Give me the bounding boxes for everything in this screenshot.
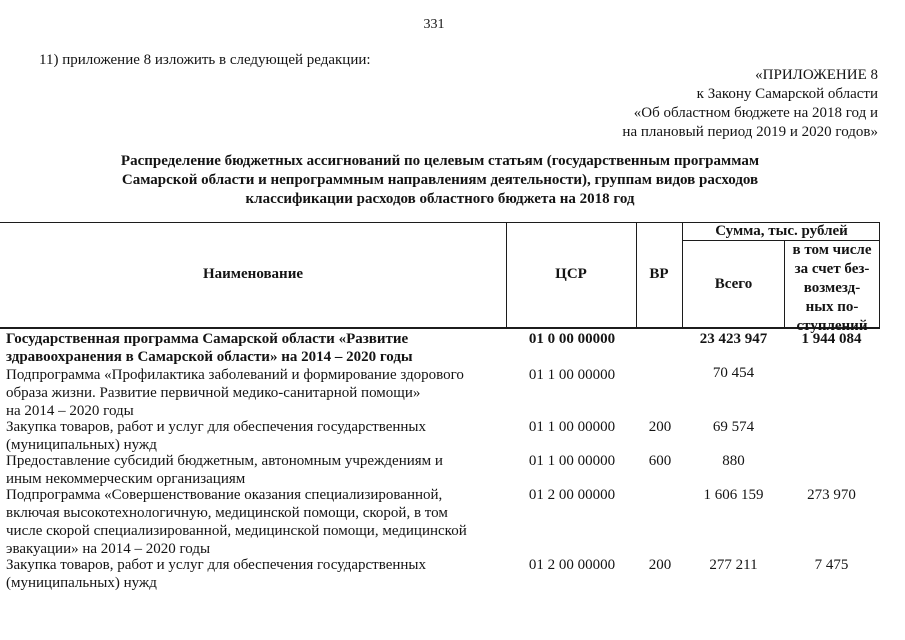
table-row-name bbox=[6, 366, 506, 420]
row-bez: 1 944 084 bbox=[801, 331, 862, 347]
row-name-line: Государственная программа Самарской области «Развитие bbox=[6, 331, 409, 347]
row-csr: 01 1 00 00000 bbox=[528, 453, 616, 469]
row-name-line: иным некоммерческим организациям bbox=[6, 471, 246, 487]
row-name-line: Закупка товаров, работ и услуг для обеспечения государственных bbox=[6, 419, 427, 435]
row-vr: 200 bbox=[648, 557, 672, 573]
row-name-line: Подпрограмма «Профилактика заболеваний и формирование здорового bbox=[6, 367, 464, 383]
table-row-name bbox=[6, 452, 506, 488]
row-name-line: Закупка товаров, работ и услуг для обеспечения государственных bbox=[6, 557, 427, 573]
row-bez: 273 970 bbox=[807, 487, 856, 503]
row-csr: 01 2 00 00000 bbox=[528, 557, 616, 573]
appendix-heading bbox=[580, 66, 878, 142]
title-line: Распределение бюджетных ассигнований по целевым статьям (государственным программам bbox=[120, 153, 760, 169]
row-vr: 600 bbox=[648, 453, 672, 469]
row-name-line: включая высокотехнологичную, медицинской помощи, скорой, в том bbox=[6, 505, 448, 521]
table-row-name bbox=[6, 556, 506, 592]
header-bez-line: возмезд- bbox=[803, 280, 861, 296]
appendix-line: «Об областном бюджете на 2018 год и bbox=[633, 105, 878, 121]
table-row-name bbox=[6, 486, 506, 558]
row-name-line: Предоставление субсидий бюджетным, автономным учреждениям и bbox=[6, 453, 443, 469]
row-name-line: Подпрограмма «Совершенствование оказания специализированной, bbox=[6, 487, 443, 503]
row-name-line: образа жизни. Развитие первичной медико-санитарной помощи» bbox=[6, 385, 421, 401]
row-bez: 7 475 bbox=[814, 557, 849, 573]
header-bez-line: за счет без- bbox=[794, 261, 870, 277]
header-vr: ВР bbox=[649, 266, 669, 282]
header-sum: Сумма, тыс. рублей bbox=[715, 223, 848, 239]
intro-text: 11) приложение 8 изложить в следующей редакции: bbox=[39, 52, 371, 68]
table-row-name bbox=[6, 330, 506, 366]
header-name: Наименование bbox=[203, 266, 303, 282]
appendix-line: к Закону Самарской области bbox=[696, 86, 878, 102]
appendix-line: «ПРИЛОЖЕНИЕ 8 bbox=[755, 67, 878, 83]
row-vr: 200 bbox=[648, 419, 672, 435]
header-bez-line: ступлений bbox=[796, 318, 868, 334]
row-csr: 01 1 00 00000 bbox=[528, 419, 616, 435]
row-total: 23 423 947 bbox=[699, 331, 768, 347]
header-bez-line: в том числе bbox=[792, 242, 872, 258]
header-csr: ЦСР bbox=[555, 266, 587, 282]
row-name-line: на 2014 – 2020 годы bbox=[6, 403, 134, 419]
row-name-line: здравоохранения в Самарской области» на 2014 – 2020 годы bbox=[6, 349, 413, 365]
row-name-line: (муниципальных) нужд bbox=[6, 437, 157, 453]
row-name-line: эвакуации» на 2014 – 2020 годы bbox=[6, 541, 211, 557]
row-total: 277 211 bbox=[709, 557, 758, 573]
table-row-name bbox=[6, 418, 506, 454]
table-header-bottom-border bbox=[0, 327, 880, 329]
row-csr: 01 2 00 00000 bbox=[528, 487, 616, 503]
title-line: Самарской области и непрограммным направлениям деятельности), группам видов расходов bbox=[121, 172, 759, 188]
row-csr: 01 1 00 00000 bbox=[528, 367, 616, 383]
row-total: 69 574 bbox=[712, 419, 755, 435]
row-total: 1 606 159 bbox=[703, 487, 764, 503]
appendix-line: на плановый период 2019 и 2020 годов» bbox=[622, 124, 878, 140]
header-bez-line: ных по- bbox=[805, 299, 859, 315]
row-name-line: числе скорой специализированной, медицинской помощи, медицинской bbox=[6, 523, 467, 539]
header-total: Всего bbox=[714, 276, 753, 292]
page-number: 331 bbox=[423, 17, 445, 32]
title-line: классификации расходов областного бюджета на 2018 год bbox=[245, 191, 635, 207]
document-title bbox=[60, 152, 820, 209]
header-bez bbox=[785, 241, 879, 336]
row-name-line: (муниципальных) нужд bbox=[6, 575, 157, 591]
row-total: 70 454 bbox=[712, 365, 755, 381]
row-csr: 01 0 00 00000 bbox=[528, 331, 616, 347]
row-total: 880 bbox=[722, 453, 745, 469]
